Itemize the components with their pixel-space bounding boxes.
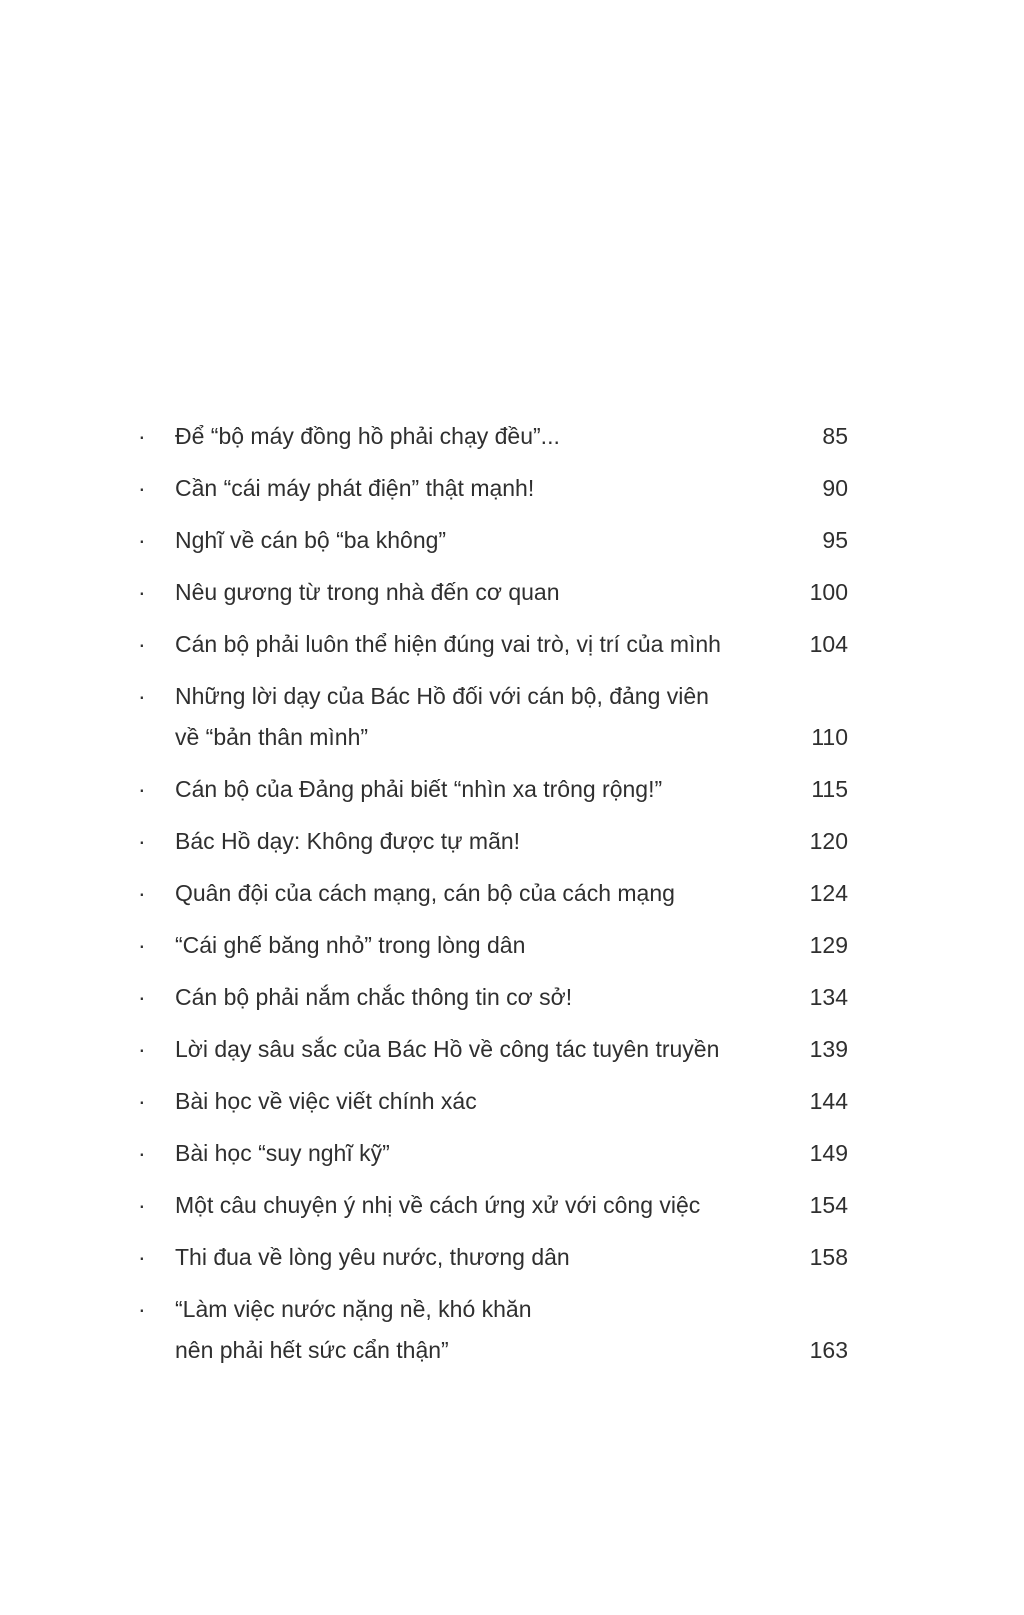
toc-entry-title-line: Cán bộ phải luôn thể hiện đúng vai trò, vị trí của mình bbox=[175, 631, 721, 657]
toc-entry bbox=[138, 1237, 848, 1278]
bullet-icon: · bbox=[138, 1088, 146, 1114]
toc-entry bbox=[138, 1133, 848, 1174]
toc-entry bbox=[138, 1029, 848, 1070]
toc-entry-title-line: Bài học về việc viết chính xác bbox=[175, 1088, 477, 1114]
toc-entry-page-number: 100 bbox=[809, 579, 848, 605]
toc-entry-title-line: nên phải hết sức cẩn thận” bbox=[175, 1337, 449, 1363]
bullet-icon: · bbox=[138, 1036, 146, 1062]
toc-entry-page-number: 163 bbox=[809, 1337, 848, 1363]
toc-entry-page-number: 120 bbox=[809, 828, 848, 854]
toc-entry-title bbox=[175, 572, 802, 613]
toc-entry-page-number: 95 bbox=[822, 527, 848, 553]
toc-entry-page-number: 154 bbox=[809, 1192, 848, 1218]
bullet-icon: · bbox=[138, 1296, 146, 1322]
toc-entry-title-line: “Cái ghế băng nhỏ” trong lòng dân bbox=[175, 932, 526, 958]
toc-entry bbox=[138, 468, 848, 509]
bullet-icon: · bbox=[138, 631, 146, 657]
toc-entry-title-line: Cần “cái máy phát điện” thật mạnh! bbox=[175, 475, 535, 501]
toc-entry bbox=[138, 416, 848, 457]
toc-entry-title bbox=[175, 769, 802, 810]
toc-entry-title-line: Nêu gương từ trong nhà đến cơ quan bbox=[175, 579, 560, 605]
bullet-icon: · bbox=[138, 527, 146, 553]
toc-entry-title-line: Bác Hồ dạy: Không được tự mãn! bbox=[175, 828, 521, 854]
toc-entry-page-number: 139 bbox=[809, 1036, 848, 1062]
bullet-icon: · bbox=[138, 1192, 146, 1218]
toc-entry-page-number: 129 bbox=[809, 932, 848, 958]
toc-entry bbox=[138, 1081, 848, 1122]
toc-entry bbox=[138, 925, 848, 966]
bullet-icon: · bbox=[138, 776, 146, 802]
toc-entry-page-number: 158 bbox=[809, 1244, 848, 1270]
toc-entry-page-number: 90 bbox=[822, 475, 848, 501]
toc-entry-title bbox=[175, 468, 802, 509]
toc-entry-title bbox=[175, 416, 802, 457]
toc-entry-title bbox=[175, 873, 802, 914]
bullet-icon: · bbox=[138, 828, 146, 854]
toc-entry-title bbox=[175, 1185, 802, 1226]
toc-entry-title bbox=[175, 1133, 802, 1174]
toc-entry-title bbox=[175, 1081, 802, 1122]
toc-entry bbox=[138, 977, 848, 1018]
toc-entry bbox=[138, 624, 848, 665]
toc-entry-title-line: Lời dạy sâu sắc của Bác Hồ về công tác tuyên truyền bbox=[175, 1036, 720, 1062]
toc-entry bbox=[138, 1185, 848, 1226]
bullet-icon: · bbox=[138, 579, 146, 605]
toc-entry-page-number: 144 bbox=[809, 1088, 848, 1114]
toc-entry-title bbox=[175, 1237, 802, 1278]
toc-entry-title bbox=[175, 624, 802, 665]
toc-entry-page-number: 115 bbox=[811, 776, 848, 802]
toc-entry-title bbox=[175, 925, 802, 966]
toc-entry-title-line: Quân đội của cách mạng, cán bộ của cách mạng bbox=[175, 880, 675, 906]
toc-entry-page-number: 110 bbox=[811, 724, 848, 750]
bullet-icon: · bbox=[138, 984, 146, 1010]
bullet-icon: · bbox=[138, 423, 146, 449]
bullet-icon: · bbox=[138, 683, 146, 709]
toc-entry bbox=[138, 821, 848, 862]
bullet-icon: · bbox=[138, 932, 146, 958]
toc-entry-title-line: Những lời dạy của Bác Hồ đối với cán bộ, đảng viên bbox=[175, 683, 709, 709]
toc-entry-title-line: Thi đua về lòng yêu nước, thương dân bbox=[175, 1244, 570, 1270]
toc-entry bbox=[138, 520, 848, 561]
bullet-icon: · bbox=[138, 880, 146, 906]
toc-entry-page-number: 134 bbox=[809, 984, 848, 1010]
toc-list bbox=[138, 416, 848, 1382]
toc-entry-title-line: Nghĩ về cán bộ “ba không” bbox=[175, 527, 447, 553]
toc-entry-title-line: Cán bộ phải nắm chắc thông tin cơ sở! bbox=[175, 984, 573, 1010]
toc-entry bbox=[138, 873, 848, 914]
toc-entry bbox=[138, 1289, 848, 1371]
toc-entry-title bbox=[175, 821, 802, 862]
toc-entry-page-number: 104 bbox=[809, 631, 848, 657]
bullet-icon: · bbox=[138, 475, 146, 501]
toc-entry bbox=[138, 572, 848, 613]
toc-entry-title bbox=[175, 1289, 802, 1371]
toc-entry-title bbox=[175, 1029, 802, 1070]
toc-entry-title-line: Cán bộ của Đảng phải biết “nhìn xa trông rộng!” bbox=[175, 776, 663, 802]
toc-entry-page-number: 149 bbox=[809, 1140, 848, 1166]
toc-entry-page-number: 85 bbox=[822, 423, 848, 449]
toc-entry-title-line: “Làm việc nước nặng nề, khó khăn bbox=[175, 1296, 532, 1322]
toc-entry-title-line: Để “bộ máy đồng hồ phải chạy đều”... bbox=[175, 423, 560, 449]
toc-entry-title bbox=[175, 676, 802, 758]
toc-entry bbox=[138, 769, 848, 810]
bullet-icon: · bbox=[138, 1244, 146, 1270]
toc-entry-title bbox=[175, 520, 802, 561]
toc-entry-title bbox=[175, 977, 802, 1018]
toc-entry-title-line: Bài học “suy nghĩ kỹ” bbox=[175, 1140, 390, 1166]
toc-entry-title-line: về “bản thân mình” bbox=[175, 724, 369, 750]
bullet-icon: · bbox=[138, 1140, 146, 1166]
toc-entry-page-number: 124 bbox=[809, 880, 848, 906]
toc-entry-title-line: Một câu chuyện ý nhị về cách ứng xử với công việc bbox=[175, 1192, 701, 1218]
toc-entry bbox=[138, 676, 848, 758]
